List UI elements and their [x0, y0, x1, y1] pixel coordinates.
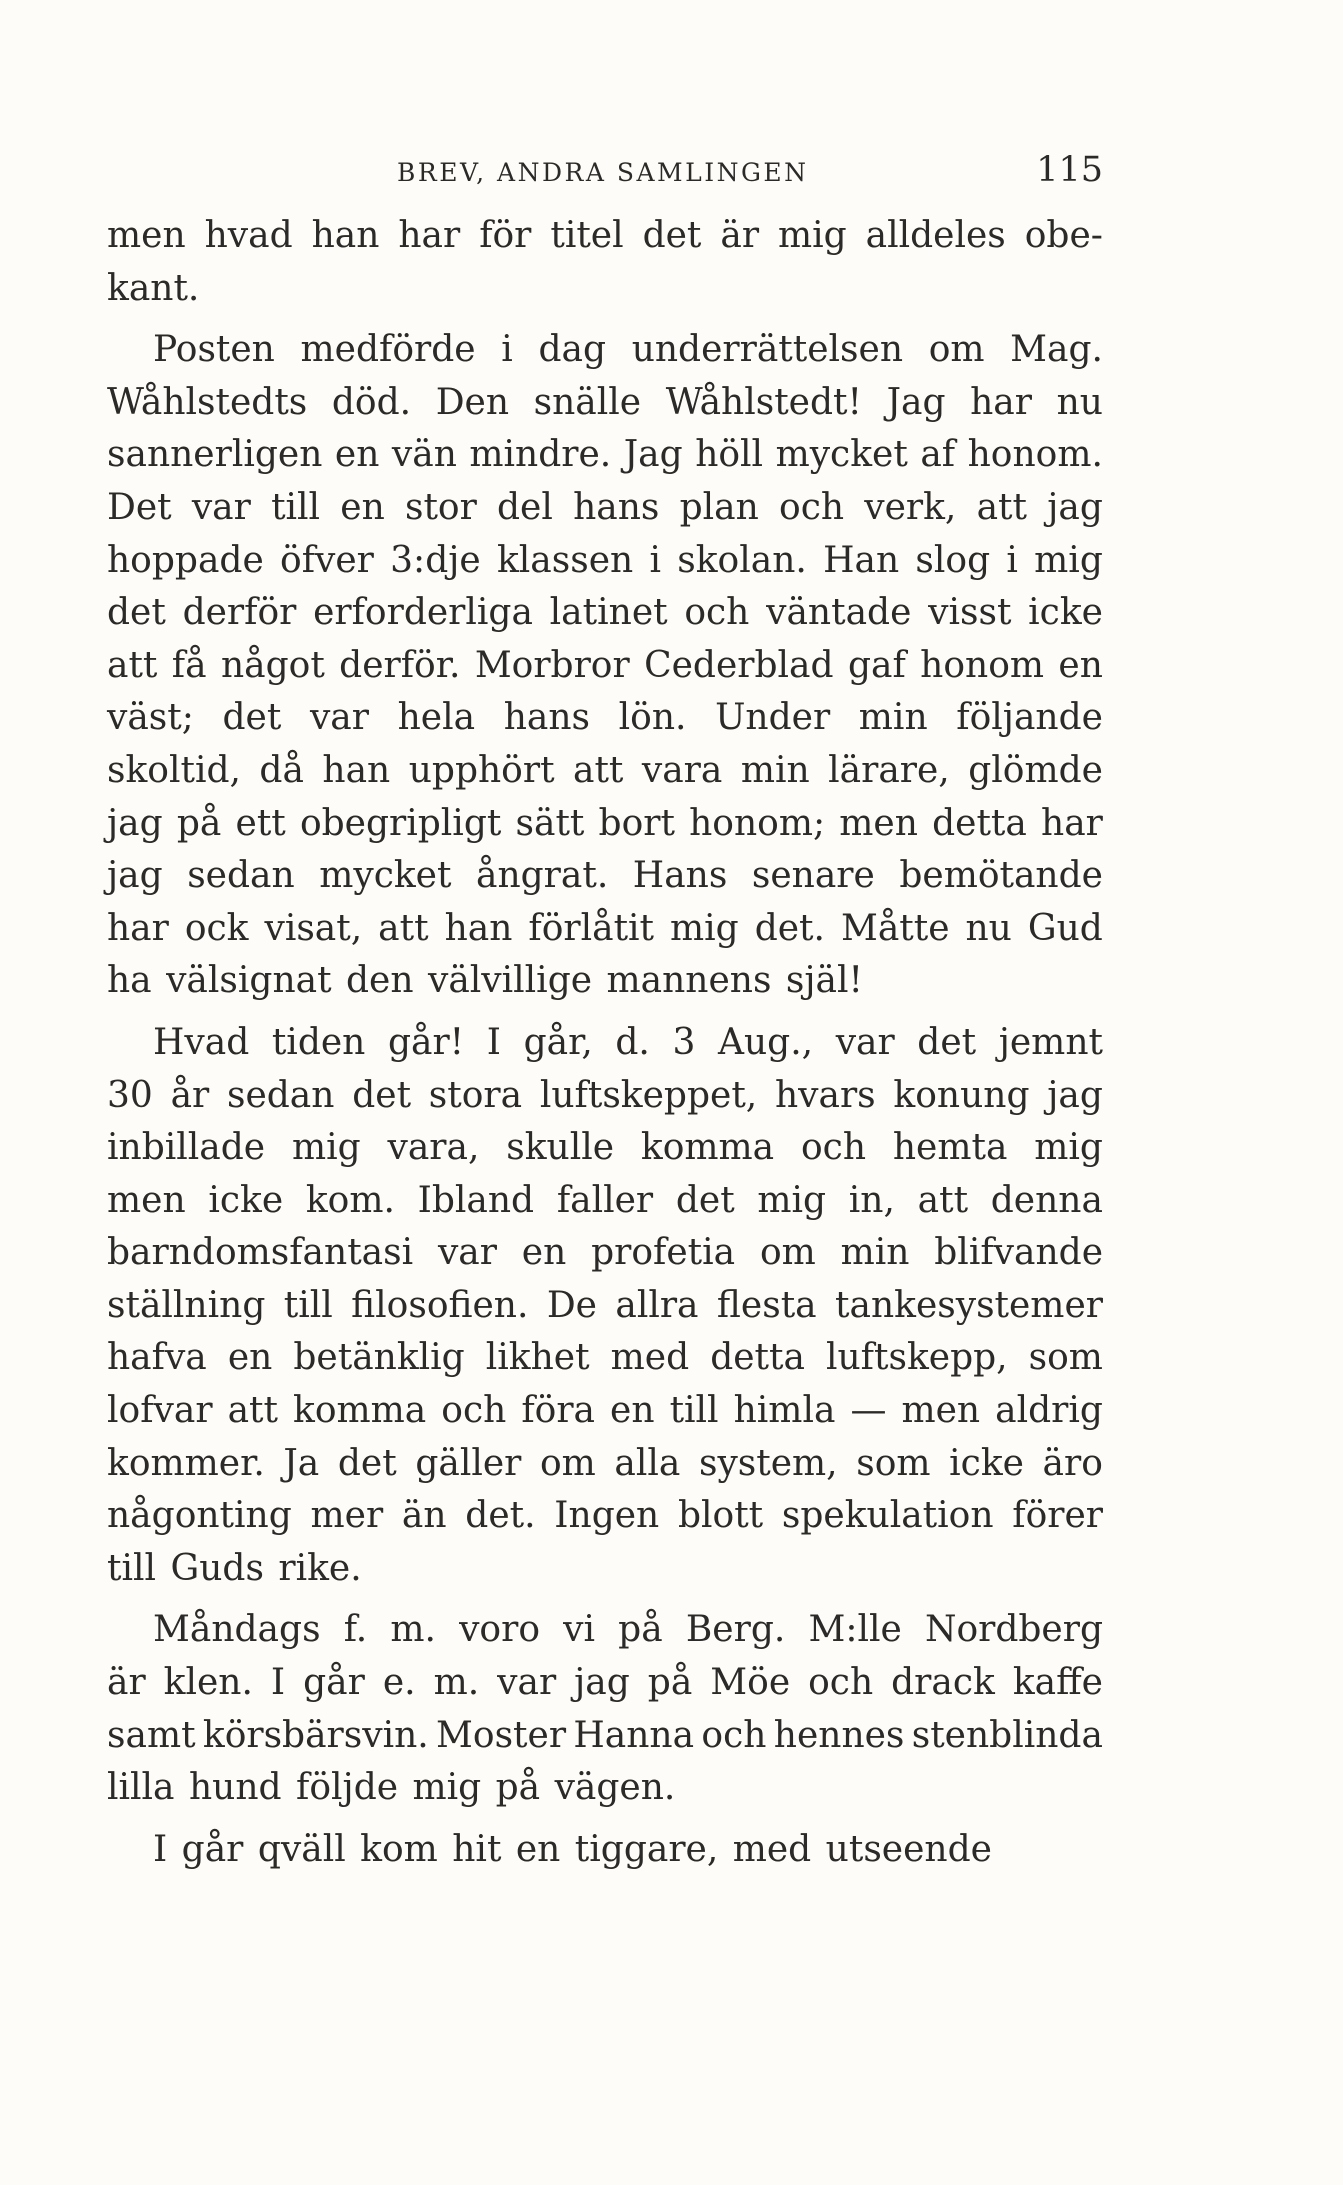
- word: på: [618, 1609, 663, 1651]
- word: går!: [387, 1021, 465, 1063]
- word: inbillade: [107, 1127, 266, 1169]
- word: jag: [574, 1662, 630, 1704]
- word: Ja: [283, 1442, 320, 1484]
- word: Hvad: [153, 1021, 250, 1063]
- word: mer: [310, 1495, 384, 1537]
- word: till: [283, 1284, 333, 1326]
- word: stenblinda: [911, 1714, 1103, 1756]
- word: mycket: [775, 434, 908, 476]
- word: profetia: [591, 1232, 736, 1274]
- word: var: [835, 1021, 895, 1063]
- word: sedan: [187, 855, 295, 897]
- word: om: [540, 1442, 596, 1484]
- word: var: [309, 697, 369, 739]
- word: hund: [188, 1767, 297, 1809]
- word: medförde: [300, 329, 476, 371]
- word: död.: [331, 381, 412, 423]
- word: nu: [965, 907, 1012, 949]
- word: luftskepp,: [825, 1337, 1008, 1379]
- word: d.: [615, 1021, 650, 1063]
- word: konung: [893, 1074, 1030, 1116]
- word: 3: [672, 1021, 696, 1063]
- word: tiggare,: [574, 1828, 733, 1870]
- text-line: [107, 587, 1103, 640]
- word: bemötande: [899, 855, 1103, 897]
- word: Guds: [170, 1547, 279, 1589]
- word: visst: [928, 592, 1012, 634]
- word: går: [303, 1662, 365, 1704]
- word: hela: [397, 697, 476, 739]
- word: på: [495, 1767, 555, 1809]
- word: denna: [990, 1179, 1103, 1221]
- word: kaffe: [1012, 1662, 1103, 1704]
- text-line: [107, 1824, 1103, 1877]
- word: följande: [956, 697, 1103, 739]
- word: öfver: [280, 539, 374, 581]
- word: det: [642, 215, 702, 256]
- text-line: [107, 1438, 1103, 1491]
- word: hemta: [892, 1127, 1008, 1169]
- text-line: [107, 1332, 1103, 1385]
- page-number: 115: [1036, 150, 1103, 190]
- word: hit: [452, 1828, 516, 1870]
- word: icke: [1028, 592, 1103, 634]
- word: om: [759, 1232, 816, 1274]
- word: att: [227, 1390, 278, 1432]
- word: han: [322, 749, 391, 791]
- word: e.: [382, 1662, 416, 1704]
- word: på: [176, 802, 222, 844]
- word: en: [515, 1828, 575, 1870]
- word: snälle: [533, 381, 642, 423]
- word: drack: [891, 1662, 995, 1704]
- word: titel: [550, 215, 624, 256]
- word: är: [720, 215, 760, 256]
- word: Cederblad: [644, 644, 834, 686]
- word: I: [486, 1021, 501, 1063]
- word: klen.: [163, 1662, 253, 1704]
- word: det: [222, 697, 282, 739]
- word: alla: [614, 1442, 681, 1484]
- text-line: [107, 377, 1103, 430]
- word: men: [839, 802, 918, 844]
- word: dag: [538, 329, 607, 371]
- running-head: BREV, ANDRA SAMLINGEN: [397, 158, 809, 187]
- word: år: [170, 1074, 210, 1116]
- word: I: [270, 1662, 286, 1704]
- text-line: [107, 1657, 1103, 1710]
- text-line: [107, 324, 1103, 377]
- word: jag: [1047, 486, 1103, 528]
- text-line: [107, 1710, 1103, 1763]
- word: gaf: [847, 644, 906, 686]
- text-line: [107, 429, 1103, 482]
- word: mig: [757, 1179, 827, 1221]
- word: en: [1058, 644, 1103, 686]
- word: själ!: [785, 960, 863, 1002]
- text-line: [107, 640, 1103, 693]
- word: Berg.: [685, 1609, 786, 1651]
- word: —: [850, 1390, 887, 1432]
- word: blott: [677, 1495, 764, 1537]
- word: kommer.: [107, 1442, 265, 1484]
- word: hvad: [204, 215, 293, 256]
- word: stora: [428, 1074, 523, 1116]
- word: med: [732, 1828, 826, 1870]
- text-line: [107, 903, 1103, 956]
- word: mig: [412, 1767, 496, 1809]
- word: förer: [1012, 1495, 1103, 1537]
- text-line: [107, 1543, 1103, 1596]
- word: en: [340, 486, 385, 528]
- word: då: [259, 749, 304, 791]
- word: aldrig: [995, 1390, 1103, 1432]
- word: derför.: [339, 644, 461, 686]
- word: lofvar: [107, 1390, 213, 1432]
- word: kom: [360, 1828, 453, 1870]
- word: erforderliga: [313, 592, 533, 634]
- word: komma: [640, 1127, 775, 1169]
- word: obegripligt: [299, 802, 502, 844]
- word: lilla: [107, 1767, 189, 1809]
- word: detta: [932, 802, 1027, 844]
- word: Möe: [710, 1662, 791, 1704]
- word: det.: [465, 1495, 536, 1537]
- word: voro: [459, 1609, 540, 1651]
- word: Måtte: [840, 907, 950, 949]
- word: sätt: [515, 802, 585, 844]
- word: m.: [433, 1662, 480, 1704]
- word: att: [917, 1179, 969, 1221]
- word: det: [675, 1179, 735, 1221]
- word: mycket: [319, 855, 452, 897]
- word: himla: [733, 1390, 836, 1432]
- word: en: [521, 1232, 567, 1274]
- word: någonting: [107, 1495, 292, 1537]
- word: har: [398, 215, 461, 256]
- word: glömde: [968, 749, 1103, 791]
- word: mannens: [606, 960, 786, 1002]
- word: Mag.: [1010, 329, 1103, 371]
- word: filosofien.: [351, 1284, 529, 1326]
- word: del: [497, 486, 553, 528]
- word: komma: [293, 1390, 427, 1432]
- word: hoppade: [107, 539, 264, 581]
- word: och: [684, 592, 750, 634]
- word: hans: [503, 697, 590, 739]
- word: Ingen: [554, 1495, 660, 1537]
- word: det: [917, 1021, 977, 1063]
- word: något: [220, 644, 325, 686]
- word: Måndags: [153, 1609, 321, 1651]
- word: spekulation: [781, 1495, 994, 1537]
- text-line: [107, 263, 1103, 316]
- word: vi: [563, 1609, 596, 1651]
- word: sedan: [226, 1074, 335, 1116]
- word: underrättelsen: [631, 329, 904, 371]
- word: kant.: [107, 267, 200, 309]
- word: väntade: [766, 592, 912, 634]
- word: Ibland: [417, 1179, 535, 1221]
- word: honom;: [689, 802, 826, 844]
- word: skoltid,: [107, 749, 241, 791]
- word: utseende: [825, 1828, 992, 1870]
- text-line: [107, 692, 1103, 745]
- word: faller: [556, 1179, 654, 1221]
- text-line: [107, 1227, 1103, 1280]
- word: latinet: [549, 592, 668, 634]
- word: kom.: [305, 1179, 395, 1221]
- word: för: [479, 215, 532, 256]
- word: att: [378, 907, 429, 949]
- word: ett: [235, 802, 286, 844]
- word: ångrat.: [475, 855, 609, 897]
- word: det.: [754, 907, 825, 949]
- word: mig: [777, 215, 847, 256]
- word: upphört: [408, 749, 555, 791]
- word: samt: [107, 1714, 196, 1756]
- word: förlåtit: [528, 907, 655, 949]
- word: Jag: [886, 381, 946, 423]
- word: 30: [107, 1074, 153, 1116]
- word: äro: [1042, 1442, 1103, 1484]
- word: Det: [107, 486, 172, 528]
- word: att: [976, 486, 1027, 528]
- text-line: [107, 1175, 1103, 1228]
- word: att: [573, 749, 624, 791]
- text-line: [107, 1490, 1103, 1543]
- word: att: [107, 644, 158, 686]
- text-line: [107, 745, 1103, 798]
- word: De: [546, 1284, 597, 1326]
- word: han: [311, 215, 380, 256]
- word: till: [669, 1390, 719, 1432]
- word: mig: [1034, 1127, 1103, 1169]
- word: är: [107, 1662, 146, 1704]
- word: Wåhlstedts: [107, 381, 308, 423]
- word: ha: [107, 960, 167, 1002]
- word: och: [779, 486, 845, 528]
- word: höll: [695, 434, 764, 476]
- word: Wåhlstedt!: [665, 381, 862, 423]
- word: min: [840, 1232, 910, 1274]
- word: som: [856, 1442, 931, 1484]
- word: hans: [573, 486, 660, 528]
- word: derför: [182, 592, 297, 634]
- text-line: [107, 482, 1103, 535]
- word: har: [970, 381, 1032, 423]
- word: välsignat: [166, 960, 346, 1002]
- word: blifvande: [934, 1232, 1103, 1274]
- word: det: [107, 592, 166, 634]
- word: qväll: [257, 1828, 361, 1870]
- word: gäller: [415, 1442, 522, 1484]
- word: f.: [343, 1609, 368, 1651]
- word: jemnt: [998, 1021, 1103, 1063]
- word: och: [801, 1127, 867, 1169]
- text-line: [107, 955, 1103, 1008]
- word: rike.: [278, 1547, 362, 1589]
- word: Den: [435, 381, 510, 423]
- word: går,: [523, 1021, 593, 1063]
- word: går: [181, 1828, 258, 1870]
- word: flesta: [716, 1284, 817, 1326]
- word: och: [701, 1714, 767, 1756]
- word: jag: [1047, 1074, 1103, 1116]
- word: och: [808, 1662, 874, 1704]
- word: Under: [715, 697, 831, 739]
- word: det: [352, 1074, 412, 1116]
- text-line: [107, 1385, 1103, 1438]
- word: i: [649, 539, 661, 581]
- text-line: [107, 1762, 1103, 1815]
- word: till: [107, 1547, 171, 1589]
- word: slog: [915, 539, 991, 581]
- word: i: [1006, 539, 1018, 581]
- text-line: [107, 850, 1103, 903]
- word: bort: [598, 802, 675, 844]
- word: honom.: [967, 434, 1103, 476]
- word: var: [191, 486, 251, 528]
- word: tankesystemer: [835, 1284, 1103, 1326]
- word: vän: [391, 434, 457, 476]
- word: Moster: [436, 1714, 567, 1756]
- word: mindre.: [469, 434, 612, 476]
- word: betänklig: [293, 1337, 465, 1379]
- word: Hanna: [573, 1714, 695, 1756]
- word: på: [647, 1662, 693, 1704]
- word: välvillige: [427, 960, 607, 1002]
- word: följde: [296, 1767, 413, 1809]
- word: men: [901, 1390, 981, 1432]
- word: hafva: [107, 1337, 207, 1379]
- word: in,: [848, 1179, 895, 1221]
- word: har: [107, 907, 169, 949]
- word: jag: [107, 855, 163, 897]
- word: Posten: [153, 329, 275, 371]
- word: Jag: [623, 434, 683, 476]
- word: ock: [184, 907, 249, 949]
- word: lärare,: [828, 749, 950, 791]
- text-line: [107, 1604, 1103, 1657]
- word: skulle: [506, 1127, 615, 1169]
- word: alldeles: [865, 215, 1006, 256]
- word: men: [107, 215, 186, 256]
- word: verk,: [864, 486, 957, 528]
- word: M:lle: [808, 1609, 902, 1651]
- word: det: [337, 1442, 397, 1484]
- word: Aug.,: [717, 1021, 814, 1063]
- word: barndomsfantasi: [107, 1232, 414, 1274]
- word: hvars: [774, 1074, 876, 1116]
- word: allra: [615, 1284, 699, 1326]
- word: än: [401, 1495, 447, 1537]
- word: vägen.: [554, 1767, 676, 1809]
- word: jag: [107, 802, 163, 844]
- word: föra: [521, 1390, 595, 1432]
- word: och: [441, 1390, 507, 1432]
- word: har: [1041, 802, 1103, 844]
- word: min: [858, 697, 928, 739]
- word: men: [107, 1179, 186, 1221]
- word: obe-: [1024, 215, 1103, 256]
- body-text: [107, 210, 1103, 1876]
- word: senare: [751, 855, 875, 897]
- word: I: [153, 1828, 182, 1870]
- word: Gud: [1027, 907, 1103, 949]
- word: honom: [920, 644, 1045, 686]
- word: en: [610, 1390, 655, 1432]
- word: vara,: [387, 1127, 480, 1169]
- text-line: [107, 1122, 1103, 1175]
- word: vara: [641, 749, 723, 791]
- word: i: [501, 329, 513, 371]
- word: min: [740, 749, 810, 791]
- word: visat,: [264, 907, 363, 949]
- text-line: [107, 535, 1103, 588]
- word: körsbärsvin.: [202, 1714, 429, 1756]
- word: Morbror: [474, 644, 630, 686]
- text-line: [107, 1017, 1103, 1070]
- word: plan: [679, 486, 759, 528]
- word: detta: [710, 1337, 805, 1379]
- text-line: [107, 798, 1103, 851]
- word: Hans: [632, 855, 728, 897]
- word: hennes: [773, 1714, 905, 1756]
- word: tiden: [271, 1021, 366, 1063]
- word: mig: [1034, 539, 1103, 581]
- word: icke: [949, 1442, 1024, 1484]
- word: en: [227, 1337, 273, 1379]
- text-line: [107, 210, 1103, 263]
- word: system,: [698, 1442, 838, 1484]
- word: ställning: [107, 1284, 266, 1326]
- word: han: [444, 907, 513, 949]
- word: skolan.: [677, 539, 807, 581]
- word: nu: [1056, 381, 1103, 423]
- word: luftskeppet,: [539, 1074, 758, 1116]
- word: den: [346, 960, 428, 1002]
- word: mig: [670, 907, 739, 949]
- text-line: [107, 1280, 1103, 1333]
- word: var: [437, 1232, 497, 1274]
- word: om: [928, 329, 985, 371]
- word: väst;: [107, 697, 194, 739]
- word: likhet: [485, 1337, 590, 1379]
- page-header: [107, 150, 1103, 200]
- word: med: [610, 1337, 690, 1379]
- text-line: [107, 1070, 1103, 1123]
- word: mig: [291, 1127, 361, 1169]
- word: till: [271, 486, 321, 528]
- word: af: [920, 434, 956, 476]
- word: få: [171, 644, 207, 686]
- word: lön.: [618, 697, 687, 739]
- word: Nordberg: [924, 1609, 1103, 1651]
- word: var: [497, 1662, 557, 1704]
- word: klassen: [496, 539, 634, 581]
- word: icke: [208, 1179, 284, 1221]
- word: 3:dje: [390, 539, 481, 581]
- word: som: [1028, 1337, 1103, 1379]
- word: sannerligen: [107, 434, 323, 476]
- word: stor: [404, 486, 477, 528]
- word: Han: [823, 539, 900, 581]
- word: m.: [390, 1609, 436, 1651]
- word: en: [334, 434, 380, 476]
